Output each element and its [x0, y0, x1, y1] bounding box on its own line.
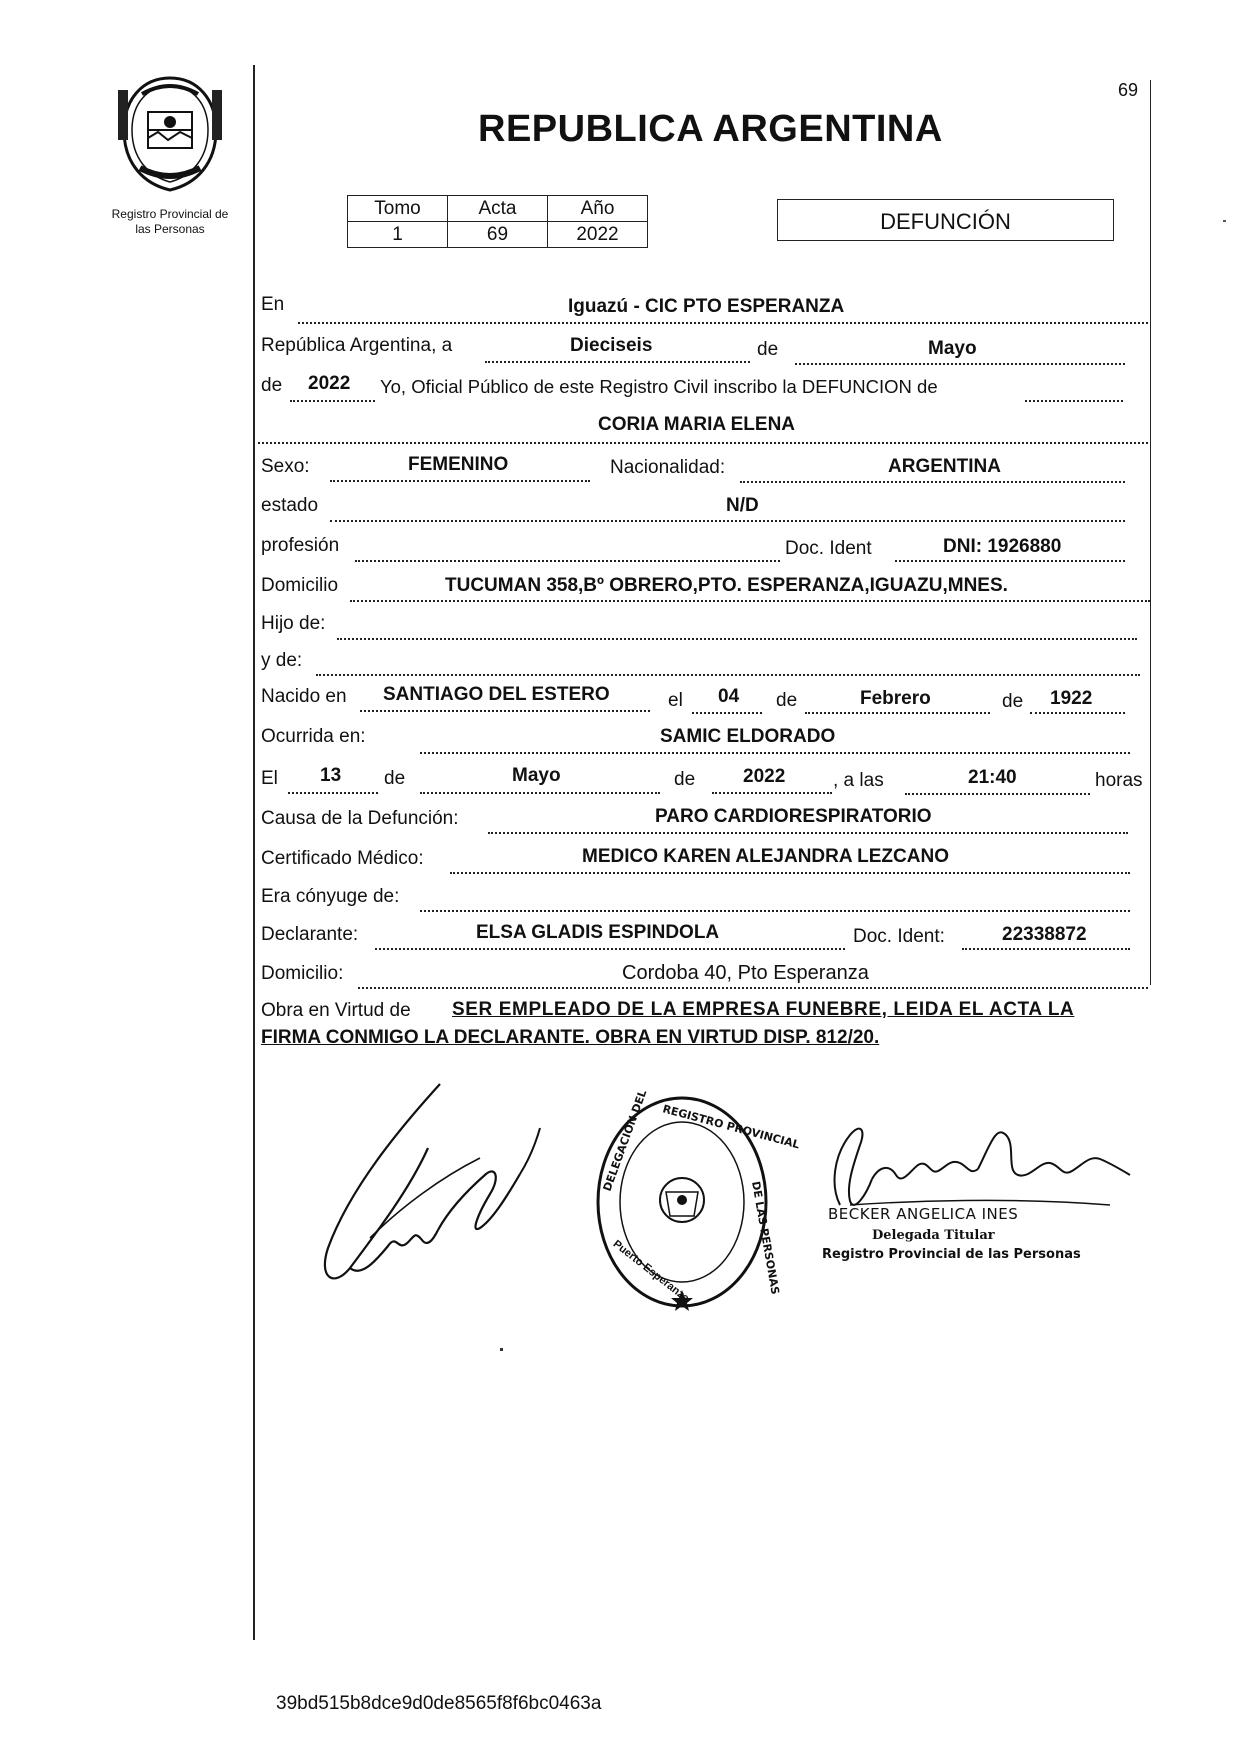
registry-line-2: las Personas: [135, 222, 205, 236]
registry-line-1: Registro Provincial de: [111, 207, 229, 221]
official-title: Delegada Titular: [872, 1228, 995, 1243]
official-stamp-icon: [592, 1088, 802, 1312]
nacido-mes-line: [805, 712, 990, 714]
nacido-de-label: de: [776, 690, 798, 711]
de-label: de: [757, 339, 779, 360]
document-hash: 39bd515b8dce9d0de8565f8f6bc0463a: [276, 1693, 602, 1714]
doc-type-box: [777, 199, 1114, 241]
svg-text:DELEGACION DEL: DELEGACION DEL: [600, 1088, 650, 1194]
nacido-dia-line: [692, 712, 762, 714]
dia-line: [485, 361, 750, 363]
obra-value-2: FIRMA CONMIGO LA DECLARANTE. OBRA EN VIRTUD DISP. 812/20.: [261, 1027, 880, 1048]
decl-doc-line: [962, 948, 1130, 950]
certificado-label: Certificado Médico:: [261, 848, 424, 869]
official-org: Registro Provincial de las Personas: [822, 1247, 1081, 1262]
nacionalidad-line: [740, 481, 1125, 483]
profesion-label: profesión: [261, 535, 340, 556]
de2-label: de: [261, 375, 283, 396]
stray-mark-right: [1223, 220, 1226, 222]
muerte-anio-line: [712, 792, 832, 794]
sexo-value: FEMENINO: [408, 454, 509, 475]
ocurrida-value: SAMIC ELDORADO: [660, 726, 836, 747]
acta-value-anio: 2022: [548, 222, 648, 248]
nacido-dia: 04: [718, 686, 740, 707]
declarante-line: [375, 948, 845, 950]
muerte-hora-line: [905, 793, 1090, 795]
acta-table-header: [348, 196, 648, 222]
certificado-value: MEDICO KAREN ALEJANDRA LEZCANO: [582, 846, 949, 867]
muerte-dia-line: [288, 792, 378, 794]
horas-label: horas: [1095, 770, 1143, 791]
official-name: BECKER ANGELICA INES: [828, 1205, 1019, 1223]
acta-header-acta: Acta: [448, 196, 548, 222]
stray-mark: [500, 1348, 503, 1351]
declarante-label: Declarante:: [261, 924, 359, 945]
conyuge-label: Era cónyuge de:: [261, 886, 400, 907]
oficial-line: [1025, 400, 1123, 402]
doc-ident-label: Doc. Ident: [785, 538, 872, 559]
anio-line: [290, 400, 375, 402]
nacido-anio: 1922: [1050, 688, 1093, 709]
decl-domicilio-label: Domicilio:: [261, 963, 344, 984]
obra-label: Obra en Virtud de: [261, 1000, 411, 1021]
nombre-line: [258, 442, 1148, 444]
right-signature-icon: [810, 1105, 1140, 1215]
muerte-hora: 21:40: [968, 767, 1017, 788]
domicilio-line: [350, 600, 1150, 602]
anio-value: 2022: [308, 373, 351, 394]
dia-value: Dieciseis: [570, 335, 653, 356]
provincial-seal-icon: [118, 72, 222, 196]
muerte-dia: 13: [320, 765, 342, 786]
hijo-label: Hijo de:: [261, 613, 326, 634]
causa-label: Causa de la Defunción:: [261, 808, 459, 829]
right-margin-rule: [1150, 80, 1151, 985]
oficial-text: Yo, Oficial Público de este Registro Civil inscribo la DEFUNCION de: [380, 376, 938, 397]
svg-text:REGISTRO PROVINCIAL: REGISTRO PROVINCIAL: [661, 1102, 802, 1152]
estado-label: estado: [261, 495, 319, 516]
yde-line: [316, 674, 1140, 676]
domicilio-label: Domicilio: [261, 575, 339, 596]
conyuge-line: [420, 910, 1130, 912]
nacido-label: Nacido en: [261, 686, 347, 707]
yde-label: y de:: [261, 650, 303, 671]
stamp-inner-text: Puerto Esperanza: [610, 1238, 692, 1305]
mes-value: Mayo: [928, 338, 977, 359]
decl-doc-label: Doc. Ident:: [853, 926, 945, 947]
nacionalidad-value: ARGENTINA: [888, 456, 1001, 477]
ocurrida-line: [420, 752, 1130, 754]
estado-value: N/D: [726, 495, 759, 516]
decl-domicilio-value: Cordoba 40, Pto Esperanza: [622, 962, 869, 984]
muerte-anio: 2022: [743, 766, 786, 787]
en-value: Iguazú - CIC PTO ESPERANZA: [568, 296, 845, 317]
estado-line: [330, 520, 1125, 522]
hijo-line: [337, 638, 1137, 640]
page-number: 69: [1118, 80, 1139, 100]
en-label: En: [261, 294, 285, 315]
acta-value-acta: 69: [448, 222, 548, 248]
decl-doc-value: 22338872: [1002, 924, 1087, 945]
declarante-value: ELSA GLADIS ESPINDOLA: [476, 922, 720, 943]
domicilio-value: TUCUMAN 358,Bº OBRERO,PTO. ESPERANZA,IGUAZU,MNES.: [445, 575, 1008, 596]
left-signature-icon: [310, 1078, 550, 1298]
acta-table-values: [348, 222, 648, 248]
nacido-mes: Febrero: [860, 688, 931, 709]
acta-table: [347, 195, 648, 248]
nacido-lugar-line: [360, 710, 650, 712]
alas-label: , a las: [833, 770, 884, 791]
causa-value: PARO CARDIORESPIRATORIO: [655, 806, 932, 827]
muerte-de-label: de: [384, 768, 406, 789]
nacido-el-label: el: [668, 690, 683, 711]
registry-label: [85, 207, 255, 237]
certificado-line: [450, 872, 1130, 874]
acta-header-anio: Año: [548, 196, 648, 222]
mes-line: [795, 363, 1125, 365]
obra-value-1: SER EMPLEADO DE LA EMPRESA FUNEBRE, LEIDA EL ACTA LA: [452, 999, 1075, 1020]
svg-text:DE LAS PERSONAS: DE LAS PERSONAS: [749, 1180, 782, 1296]
page-title: REPUBLICA ARGENTINA: [478, 108, 943, 150]
acta-header-tomo: Tomo: [348, 196, 448, 222]
nombre-value: CORIA MARIA ELENA: [598, 414, 796, 435]
el2-label: El: [261, 768, 278, 789]
profesion-line: [355, 560, 780, 562]
en-line: [298, 322, 1148, 324]
doc-ident-line: [895, 560, 1125, 562]
doc-type: DEFUNCIÓN: [880, 209, 1011, 234]
left-margin-rule: [253, 65, 255, 1640]
sexo-label: Sexo:: [261, 456, 310, 477]
muerte-mes: Mayo: [512, 765, 561, 786]
decl-domicilio-line: [358, 987, 1148, 989]
muerte-mes-line: [420, 792, 660, 794]
republica-label: República Argentina, a: [261, 335, 453, 356]
acta-value-tomo: 1: [348, 222, 448, 248]
sexo-line: [330, 480, 590, 482]
nacido-anio-line: [1030, 712, 1125, 714]
doc-ident-value: DNI: 1926880: [943, 536, 1062, 557]
nacido-de2-label: de: [1002, 691, 1024, 712]
muerte-de2-label: de: [674, 769, 696, 790]
nacionalidad-label: Nacionalidad:: [610, 457, 726, 478]
ocurrida-label: Ocurrida en:: [261, 726, 366, 747]
nacido-lugar: SANTIAGO DEL ESTERO: [383, 684, 610, 705]
causa-line: [488, 832, 1128, 834]
